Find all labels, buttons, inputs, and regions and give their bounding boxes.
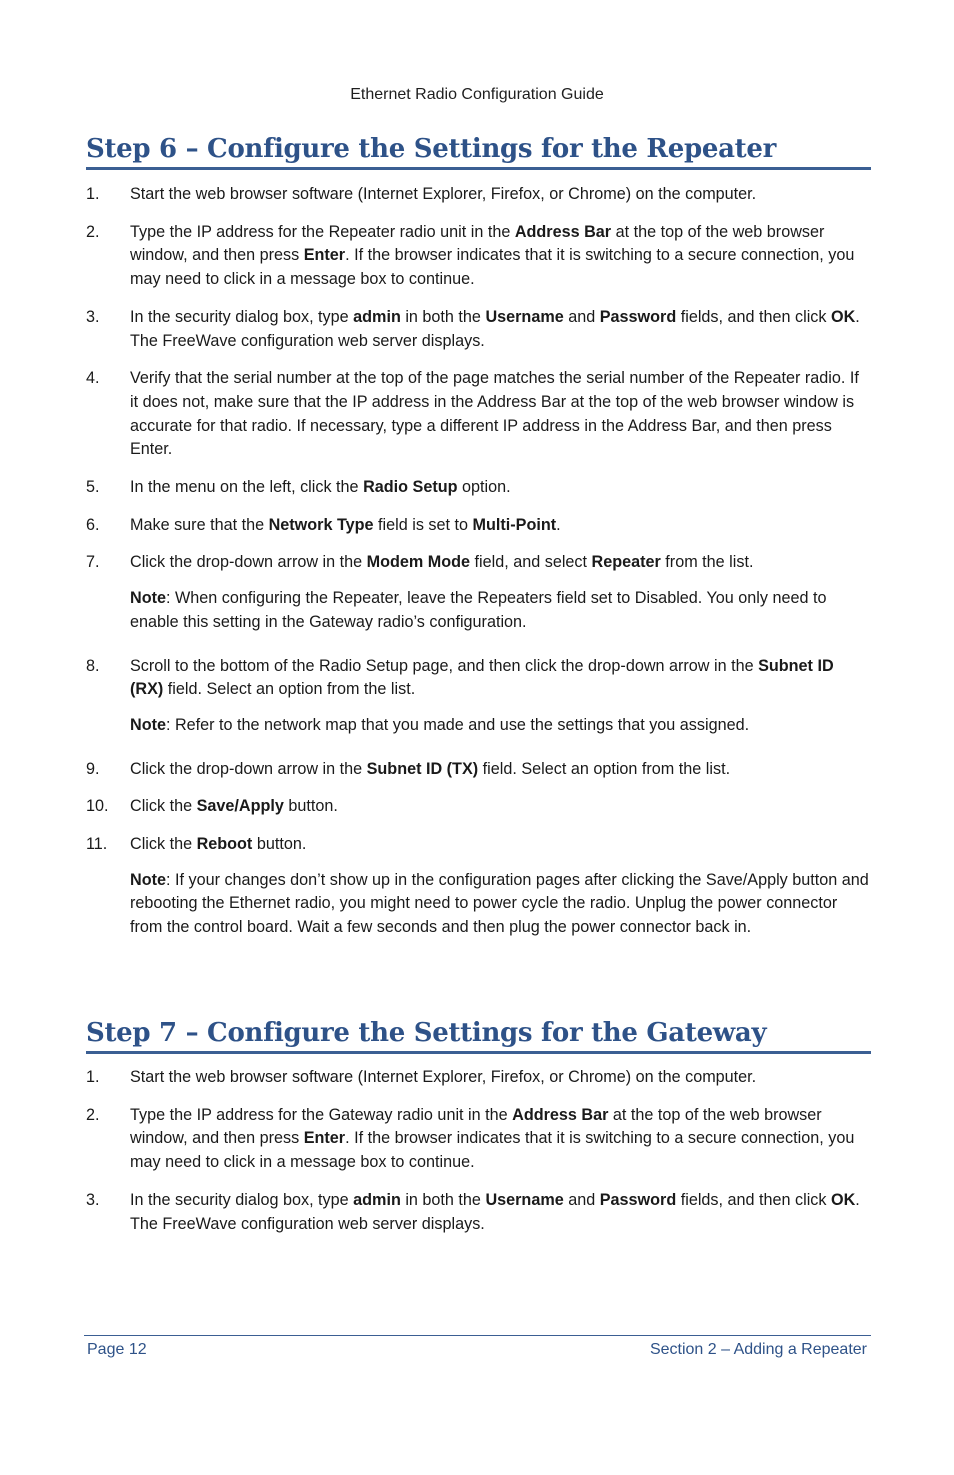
page-number: Page 12 [87, 1341, 147, 1358]
note-paragraph: Note: Refer to the network map that you made and use the settings that you assigned. [130, 715, 750, 734]
step-number: 2. [86, 1105, 100, 1124]
step-text: Start the web browser software (Internet Explorer, Firefox, or Chrome) on the computer. [130, 185, 757, 203]
step-text: Type the IP address for the Gateway radio unit in the Address Bar at the top of the web browser window, and then press Enter. If the browser indicates that it is switching to a secure connection, you may need to click in a message box to continue. [130, 1105, 855, 1172]
step-number: 6. [86, 515, 100, 534]
list-item [86, 306, 871, 353]
list-item [86, 758, 871, 782]
step-6-list [86, 183, 871, 954]
step-text: Click the Reboot button. [130, 835, 307, 854]
note-paragraph: Note: When configuring the Repeater, leave the Repeaters field set to Disabled. You only need to enable this setting in the Gateway radio’s configuration. [130, 589, 827, 631]
list-item [86, 795, 871, 819]
step-text: In the menu on the left, click the Radio Setup option. [130, 478, 511, 497]
step-number: 11. [86, 835, 108, 854]
list-item [86, 476, 871, 500]
step-number: 1. [86, 185, 100, 203]
step-text: Click the Save/Apply button. [130, 797, 338, 816]
step-number: 9. [86, 759, 100, 778]
list-item [86, 221, 871, 292]
step-7-list [86, 1066, 871, 1250]
step-number: 2. [86, 222, 100, 241]
step-text: In the security dialog box, type admin in both the Username and Password fields, and then click OK. The FreeWave configuration web server displays. [130, 307, 860, 350]
step-text: Scroll to the bottom of the Radio Setup page, and then click the drop-down arrow in the Subnet ID (RX) field. Select an option from the list. [130, 656, 834, 699]
list-item [86, 655, 871, 702]
step-number: 10. [86, 797, 109, 816]
list-item [86, 1189, 871, 1236]
list-item [86, 1066, 871, 1090]
list-item [86, 183, 871, 207]
step-text: Start the web browser software (Internet Explorer, Firefox, or Chrome) on the computer. [130, 1068, 757, 1086]
step-number: 8. [86, 656, 100, 675]
step-number: 3. [86, 307, 100, 326]
step-text: Make sure that the Network Type field is set to Multi-Point. [130, 515, 561, 534]
step-number: 4. [86, 369, 100, 388]
step-text: Type the IP address for the Repeater radio unit in the Address Bar at the top of the web browser window, and then press Enter. If the browser indicates that it is switching to a secure connection, you may need to click in a message box to continue. [130, 222, 855, 289]
step-number: 1. [86, 1068, 100, 1086]
footer-section-label: Section 2 – Adding a Repeater [649, 1341, 867, 1358]
step-number: 5. [86, 478, 100, 497]
section-title-step-7: Step 7 – Configure the Settings for the Gateway [86, 1018, 871, 1054]
list-item [86, 367, 871, 462]
list-item [86, 514, 871, 538]
step-number: 3. [86, 1190, 100, 1209]
step-text: In the security dialog box, type admin in both the Username and Password fields, and then click OK. The FreeWave configuration web server displays. [130, 1190, 860, 1233]
step-text: Click the drop-down arrow in the Subnet ID (TX) field. Select an option from the list. [130, 759, 731, 778]
footer-divider [84, 1335, 871, 1336]
list-item [86, 551, 871, 575]
section-title-step-6: Step 6 – Configure the Settings for the Repeater [86, 134, 871, 170]
step-number: 7. [86, 553, 100, 572]
list-item [86, 833, 871, 857]
list-item [86, 1104, 871, 1175]
step-text: Click the drop-down arrow in the Modem Mode field, and select Repeater from the list. [130, 553, 754, 572]
note-paragraph: Note: If your changes don’t show up in the configuration pages after clicking the Save/Apply button and rebooting the Ethernet radio, you might need to power cycle the radio. Unplug the power connector from the control board. Wait a few seconds and then plug the power connector back in. [130, 870, 869, 937]
step-text: Verify that the serial number at the top of the page matches the serial number of the Repeater radio. If it does not, make sure that the IP address in the Address Bar at the top of the web browser window is accurate for that radio. If necessary, type a different IP address in the Address Bar, and then press Enter. [130, 369, 859, 459]
document-header: Ethernet Radio Configuration Guide [350, 86, 604, 103]
